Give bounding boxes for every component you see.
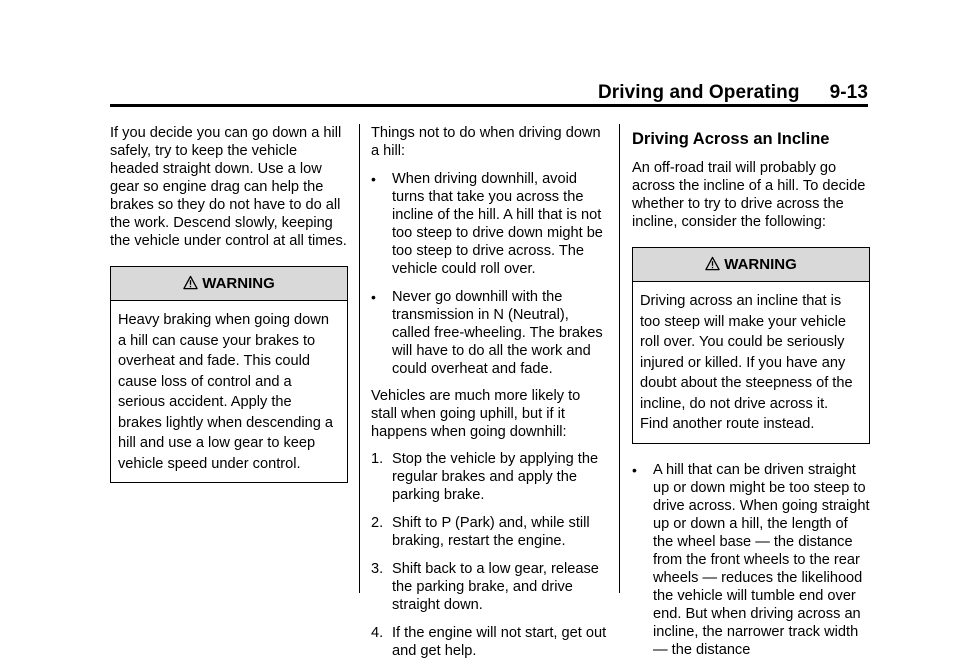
warning-line: injured or killed. If you have any xyxy=(640,354,846,371)
warning-line: a hill can cause your brakes to xyxy=(118,332,316,349)
step-number: 2. xyxy=(371,515,384,531)
warning-line: doubt about the steepness of the xyxy=(640,375,853,391)
page-header xyxy=(0,82,868,104)
warning-body xyxy=(111,301,347,482)
column-divider-1 xyxy=(359,124,360,593)
column-3 xyxy=(632,124,870,659)
col2-para: Vehicles are much more likely to stall when going uphill, but if it happens when going downhill: xyxy=(371,388,581,440)
section-heading: Driving Across an Incline xyxy=(632,130,830,148)
warning-line: incline, do not drive across it. xyxy=(640,395,829,412)
bullet-text: A hill that can be driven straight up or down might be too steep to drive across. When going straight up or down a hill, the length of the wheel base — the distance from the front wheels to the rear wheels — reduces the likelihood the vehicle will tumble end over end. But when driving across an incline, the narrower track width — the distance xyxy=(653,461,870,658)
list-item xyxy=(371,170,609,278)
col1-intro: If you decide you can go down a hill safely, try to keep the vehicle headed straight down. Use a low gear so engine drag can help the brakes so they do not have to do all the work. Descend slowly, keeping the vehicle under control at all times. xyxy=(110,125,347,249)
step-text: Shift to P (Park) and, while still braking, restart the engine. xyxy=(392,515,590,549)
list-item xyxy=(371,624,609,660)
bullet-icon: • xyxy=(371,289,376,305)
warning-box-braking xyxy=(110,266,348,483)
warning-title: WARNING xyxy=(202,274,275,292)
step-text: Stop the vehicle by applying the regular brakes and apply the parking brake. xyxy=(392,451,599,503)
warning-triangle-icon xyxy=(705,256,720,271)
header-rule xyxy=(110,104,868,107)
warning-title: WARNING xyxy=(724,255,797,273)
bullet-icon: • xyxy=(371,171,376,187)
warning-line: vehicle speed under control. xyxy=(118,455,301,472)
bullet-text: Never go downhill with the transmission in N (Neutral), called free-wheeling. The brakes will have to do all the work and could overheat and fade. xyxy=(392,289,603,377)
column-divider-2 xyxy=(619,124,620,593)
warning-line: cause loss of control and a xyxy=(118,373,292,390)
warning-triangle-icon xyxy=(183,275,198,290)
warning-body xyxy=(633,282,869,443)
warning-line: Find another route instead. xyxy=(640,416,815,432)
list-item xyxy=(632,461,870,659)
list-item xyxy=(371,514,609,550)
warning-header xyxy=(111,267,347,301)
warning-line: hill and use a low gear to keep xyxy=(118,435,316,451)
step-number: 4. xyxy=(371,625,384,641)
list-item xyxy=(371,288,609,378)
warning-line: too steep will make your vehicle xyxy=(640,313,847,330)
column-2 xyxy=(371,124,609,660)
step-number: 1. xyxy=(371,451,384,467)
list-item xyxy=(371,560,609,614)
page-number: 9-13 xyxy=(829,82,868,103)
col3-intro: An off-road trail will probably go across the incline of a hill. To decide whether to try to drive across the incline, consider the following: xyxy=(632,160,866,230)
section-title: Driving and Operating xyxy=(597,82,800,103)
col2-intro: Things not to do when driving down a hill: xyxy=(371,125,601,159)
step-text: If the engine will not start, get out and get help. xyxy=(392,625,607,659)
warning-box-incline xyxy=(632,247,870,444)
warning-line: serious accident. Apply the xyxy=(118,394,292,410)
bullet-icon: • xyxy=(632,461,637,478)
step-text: Shift back to a low gear, release the parking brake, and drive straight down. xyxy=(392,561,599,613)
warning-line: overheat and fade. This could xyxy=(118,353,311,369)
column-1 xyxy=(110,124,348,483)
bullet-text: When driving downhill, avoid turns that take you across the incline of the hill. A hill that is not too steep to drive down might be too steep to drive across. The vehicle could roll over. xyxy=(392,171,603,277)
warning-line: Driving across an incline that is xyxy=(640,293,842,309)
step-number: 3. xyxy=(371,561,384,577)
warning-line: roll over. You could be seriously xyxy=(640,334,845,350)
warning-line: Heavy braking when going down xyxy=(118,312,329,328)
warning-header xyxy=(633,248,869,282)
warning-line: brakes lightly when descending a xyxy=(118,414,333,431)
list-item xyxy=(371,450,609,504)
